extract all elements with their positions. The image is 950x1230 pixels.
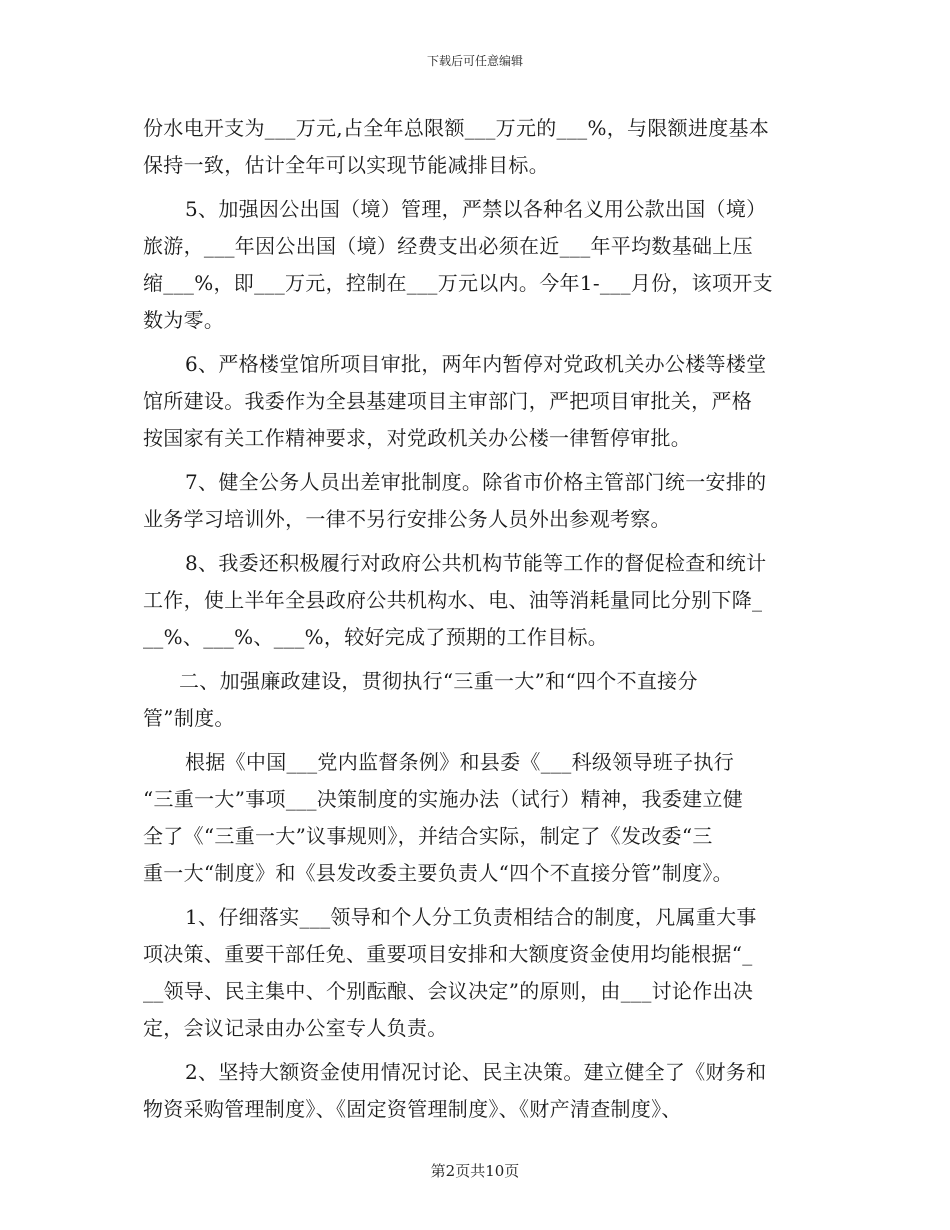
page-number: 第2页共10页 <box>430 1162 520 1180</box>
text-line: 项决策、重要干部任免、重要项目安排和大额度资金使用均能根据“_ <box>143 942 753 966</box>
text-line: 馆所建设。我委作为全县基建项目主审部门，严把项目审批关，严格 <box>143 389 752 413</box>
text-line: 1、仔细落实___领导和个人分工负责相结合的制度，凡属重大事 <box>185 905 757 929</box>
text-line: 保持一致，估计全年可以实现节能减排目标。 <box>143 153 549 177</box>
text-line: 8、我委还积极履行对政府公共机构节能等工作的督促检查和统计 <box>185 551 767 575</box>
text-line: 旅游，___年因公出国（境）经费支出必须在近___年平均数基础上压 <box>143 234 753 258</box>
text-line: 缩___%，即___万元，控制在___万元以内。今年1-___月份，该项开支 <box>143 271 773 295</box>
text-line: 根据《中国___党内监督条例》和县委《___科级领导班子执行 <box>185 750 734 774</box>
text-line: “三重一大”事项___决策制度的实施办法（试行）精神，我委建立健 <box>143 787 744 811</box>
text-line: 2、坚持大额资金使用情况讨论、民主决策。建立健全了《财务和 <box>185 1060 767 1084</box>
header-note: 下载后可任意编辑 <box>426 54 523 68</box>
text-line: 全了《“三重一大”议事规则》，并结合实际，制定了《发改委“三 <box>143 824 713 848</box>
section-heading-cont: 管”制度。 <box>143 706 235 730</box>
text-line: 业务学习培训外，一律不另行安排公务人员外出参观考察。 <box>143 507 671 531</box>
text-line: 份水电开支为___万元,占全年总限额___万元的___%，与限额进度基本 <box>143 116 770 140</box>
text-line: 重一大“制度》和《县发改委主要负责人“四个不直接分管”制度》。 <box>143 861 733 885</box>
text-line: 5、加强因公出国（境）管理，严禁以各种名义用公款出国（境） <box>185 197 767 221</box>
document-body <box>143 110 811 1128</box>
text-line: 定，会议记录由办公室专人负责。 <box>143 1016 448 1040</box>
text-line: __领导、民主集中、个别酝酿、会议决定”的原则，由___讨论作出决 <box>143 979 754 1003</box>
text-line: 数为零。 <box>143 308 225 332</box>
text-line: 工作，使上半年全县政府公共机构水、电、油等消耗量同比分别下降_ <box>143 588 763 612</box>
text-line: 7、健全公务人员出差审批制度。除省市价格主管部门统一安排的 <box>185 470 767 494</box>
section-heading: 二、加强廉政建设，贯彻执行“三重一大”和“四个不直接分 <box>179 669 698 693</box>
text-line: 按国家有关工作精神要求，对党政机关办公楼一律暂停审批。 <box>143 426 692 450</box>
text-line: 6、严格楼堂馆所项目审批，两年内暂停对党政机关办公楼等楼堂 <box>185 352 767 376</box>
text-line: __%、___%、___%，较好完成了预期的工作目标。 <box>143 625 609 649</box>
text-line: 物资采购管理制度》、《固定资管理制度》、《财产清查制度》、 <box>143 1097 682 1121</box>
